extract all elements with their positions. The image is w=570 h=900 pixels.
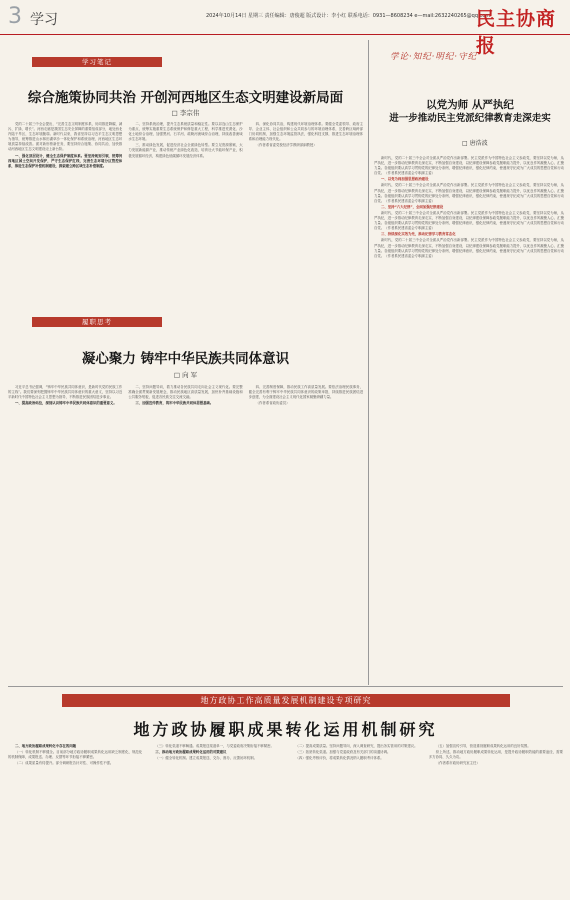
text-column bbox=[374, 156, 564, 686]
paragraph: （作者系省委党校经济学教研部副教授） bbox=[255, 143, 317, 148]
paragraph: 一、提高政治站位，深刻认识铸牢中华民族共同体意识的重要意义。 bbox=[15, 401, 117, 406]
paragraph: 二、坚持问题导向，着力推动各民族共同走向社会主义现代化。要完整准确全面贯彻新发展理念，推动民族地区高质量发展，加快补齐基础设施和公共服务短板，促进各民族交往交流交融。 bbox=[128, 385, 243, 400]
paragraph: （二）提高成果质量。坚持问题导向，深入调查研究，提出务实管用的对策建议。 bbox=[295, 744, 418, 748]
article-title-ecology: 综合施策协同共治 开创河西地区生态文明建设新局面 bbox=[27, 90, 344, 106]
text-column bbox=[249, 385, 363, 681]
article-body-unity bbox=[8, 385, 363, 681]
paragraph: （五）加强宣传引导，营造重视履职成果转化运用的良好氛围。 bbox=[435, 744, 531, 748]
paragraph: （二）成果质量有待提升。部分调研报告针对性、可操作性不强。 bbox=[15, 761, 114, 766]
paragraph: 新时代，党的二十届三中全会对全面从严治党作出新部署。民主党派作为中国特色社会主义参政党，要坚持以党为师，从严执纪，进一步推动纪律教育走深走实，不断加强自身建设，以纪律建设保障参政党履职能力提升，以优良作风凝聚人心、汇聚力量。各级组织要认真学习贯彻党的纪律处分条例，增强纪律意识，强化纪律约束，使遵规守纪成为广大成员的思想自觉和行动自觉。（作者系民建省委会专职副主委） bbox=[374, 156, 564, 176]
page-name: 学习 bbox=[30, 12, 58, 28]
text-column bbox=[148, 744, 282, 894]
paragraph: （作者系市政协研究室主任） bbox=[435, 761, 480, 766]
text-column bbox=[8, 122, 122, 308]
paragraph: 一、强化顶层设计，健全生态保护制度体系。要坚持规划引领，统筹河西地区国土空间开发保护，严守生态保护红线，完善生态环境分区管控体系，推进生态保护补偿机制建设，探索建立跨区域生态补偿制度。 bbox=[8, 153, 123, 168]
paragraph: 二、地方政协履职成果转化中存在的问题 bbox=[15, 744, 77, 748]
issue-meta: 2024年10月14日 星期三 责任编辑：唐俊超 版式设计：李小红 联系电话：0931—8608234 e—mail:2632240265@qq.com bbox=[206, 13, 491, 19]
column-label-reflection: 履职思考 bbox=[32, 317, 162, 327]
paragraph: 三、加强宣传教育，筑牢中华民族共同体思想基础。 bbox=[135, 401, 214, 406]
newspaper-brand: 民主协商报 bbox=[476, 8, 557, 57]
paragraph: 三、推动地方政协履职成果转化运用的对策建议 bbox=[155, 750, 227, 755]
paragraph: 习近平总书记强调，“铸牢中华民族共同体意识，是新时代党的民族工作的主线”。我们要深刻把握铸牢中华民族共同体意识的重大意义，坚持以习近平新时代中国特色社会主义思想为指导，不断推进民族团结进步事业。 bbox=[8, 385, 123, 400]
title-line-2: 进一步推动民主党派纪律教育走深走实 bbox=[389, 113, 551, 124]
paragraph: （一）健全转化机制。建立成果报送、交办、督办、反馈闭环机制。 bbox=[155, 756, 257, 761]
subhead: 一、以党为师加强思想政治建设 bbox=[381, 177, 429, 182]
text-column bbox=[249, 122, 363, 308]
paragraph: 四、完善制度保障，推动民族工作高质量发展。要依法治理民族事务，健全完善有利于铸牢中华民族共同体意识的政策举措，持续推进民族团结进步创建，为全面建设社会主义现代化国家凝聚磅礴力量。 bbox=[248, 385, 363, 400]
article-author-discipline: □ 唐浩波 bbox=[462, 140, 488, 147]
banner-special-research: 地方政协工作高质量发展机制建设专项研究 bbox=[62, 694, 510, 707]
subhead: 三、持续深化实效为先，推动纪律学习教育常态化 bbox=[381, 232, 456, 237]
section-title-discipline: 学论·知纪·明纪·守纪 bbox=[390, 52, 478, 62]
text-column bbox=[8, 744, 142, 894]
title-line-1: 以党为师 从严执纪 bbox=[426, 99, 514, 111]
section-divider bbox=[8, 686, 563, 687]
paragraph: （作者系省政协委员） bbox=[255, 401, 290, 406]
text-column bbox=[429, 744, 563, 894]
article-author-ecology: □ 李宗伟 bbox=[171, 109, 200, 117]
column-label-study-notes: 学习笔记 bbox=[32, 57, 162, 67]
article-body-cppcc bbox=[8, 744, 563, 894]
article-body-discipline bbox=[374, 156, 564, 686]
text-column bbox=[8, 385, 122, 681]
article-author-unity: □ 向 军 bbox=[173, 371, 198, 379]
paragraph: （三）转化渠道不够畅通。成果报送渠道单一，与党委政府决策衔接不够紧密。 bbox=[155, 744, 274, 748]
paragraph: 新时代，党的二十届三中全会对全面从严治党作出新部署。民主党派作为中国特色社会主义参政党，要坚持以党为师，从严执纪，进一步推动纪律教育走深走实，不断加强自身建设，以纪律建设保障参政党履职能力提升，以优良作风凝聚人心、汇聚力量。各级组织要认真学习贯彻党的纪律处分条例，增强纪律意识，强化纪律约束，使遵规守纪成为广大成员的思想自觉和行动自觉。（作者系民建省委会专职副主委） bbox=[374, 210, 564, 231]
paragraph: （四）强化考核评价，将成果转化情况纳入履职考评体系。 bbox=[295, 756, 384, 761]
text-column bbox=[289, 744, 423, 894]
text-column bbox=[128, 385, 242, 681]
column-divider bbox=[368, 40, 369, 685]
paragraph: （三）拓宽转化渠道。加强与党委政府及有关部门的沟通协调。 bbox=[295, 750, 391, 755]
paragraph: 综上所述，推动地方政协履职成果转化运用，是提升政协履职效能的重要途径，需要多方协同、久久为功。 bbox=[428, 750, 563, 760]
article-body-ecology bbox=[8, 122, 363, 308]
article-title-unity: 凝心聚力 铸牢中华民族共同体意识 bbox=[81, 351, 290, 367]
paragraph: 党的二十届三中全会提出，“完善生态文明制度体系，协同推进降碳、减污、扩绿、增长”。河西走廊是我国生态安全屏障的重要组成部分，地处西北内陆干旱区，生态环境脆弱。新时代以来，我省坚持以习近平生态文明思想为指导，统筹推进山水林田湖草沙一体化保护和系统治理，河西地区生态环境质量持续改善。面对新形势新任务，要坚持综合施策、协同共治，加快推动河西地区生态文明建设迈上新台阶。 bbox=[8, 122, 123, 152]
article-title-cppcc: 地方政协履职成果转化运用机制研究 bbox=[133, 720, 438, 739]
paragraph: 三、推动绿色发展，促进经济社会全面绿色转型。要立足资源禀赋，大力发展新能源产业，推动传统产业绿色化改造，培育壮大节能环保产业，积极发展循环经济，构建绿色低碳循环发展经济体系。 bbox=[128, 143, 243, 158]
paragraph: 二、坚持系统治理，提升生态系统质量和稳定性。要以祁连山生态保护为重点，统筹实施重要生态系统保护和修复重大工程，科学推进荒漠化、沙化土地综合治理，加强黑河、石羊河、疏勒河流域综合治理，持续改善流域水生态环境。 bbox=[128, 122, 243, 142]
paragraph: 新时代，党的二十届三中全会对全面从严治党作出新部署。民主党派作为中国特色社会主义参政党，要坚持以党为师，从严执纪，进一步推动纪律教育走深走实，不断加强自身建设，以纪律建设保障参政党履职能力提升，以优良作风凝聚人心、汇聚力量。各级组织要认真学习贯彻党的纪律处分条例，增强纪律意识，强化纪律约束，使遵规守纪成为广大成员的思想自觉和行动自觉。（作者系民建省委会专职副主委） bbox=[374, 238, 564, 258]
article-title-discipline bbox=[372, 98, 568, 126]
text-column bbox=[128, 122, 242, 308]
paragraph: （一）转化机制不够健全。目前部分地方政协履职成果转化运用缺乏制度化、规范化的机制保障，成果报送、办理、反馈等环节衔接不够紧密。 bbox=[8, 750, 143, 760]
paragraph: 新时代，党的二十届三中全会对全面从严治党作出新部署。民主党派作为中国特色社会主义参政党，要坚持以党为师，从严执纪，进一步推动纪律教育走深走实，不断加强自身建设，以纪律建设保障参政党履职能力提升，以优良作风凝聚人心、汇聚力量。各级组织要认真学习贯彻党的纪律处分条例，增强纪律意识，强化纪律约束，使遵规守纪成为广大成员的思想自觉和行动自觉。（作者系民建省委会专职副主委） bbox=[374, 183, 564, 203]
page-number: 3 bbox=[8, 4, 22, 29]
subhead: 二、坚持“六大纪律”，全面加强纪律建设 bbox=[381, 204, 444, 209]
paragraph: 四、深化协同共治，构建现代环境治理体系。要健全党委领导、政府主导、企业主体、社会组织和公众共同参与的环境治理体系，完善跨区域跨部门协同机制，加强生态环境监管执法，强化科技支撑，推进生态环境治理体系和治理能力现代化。 bbox=[248, 122, 363, 142]
